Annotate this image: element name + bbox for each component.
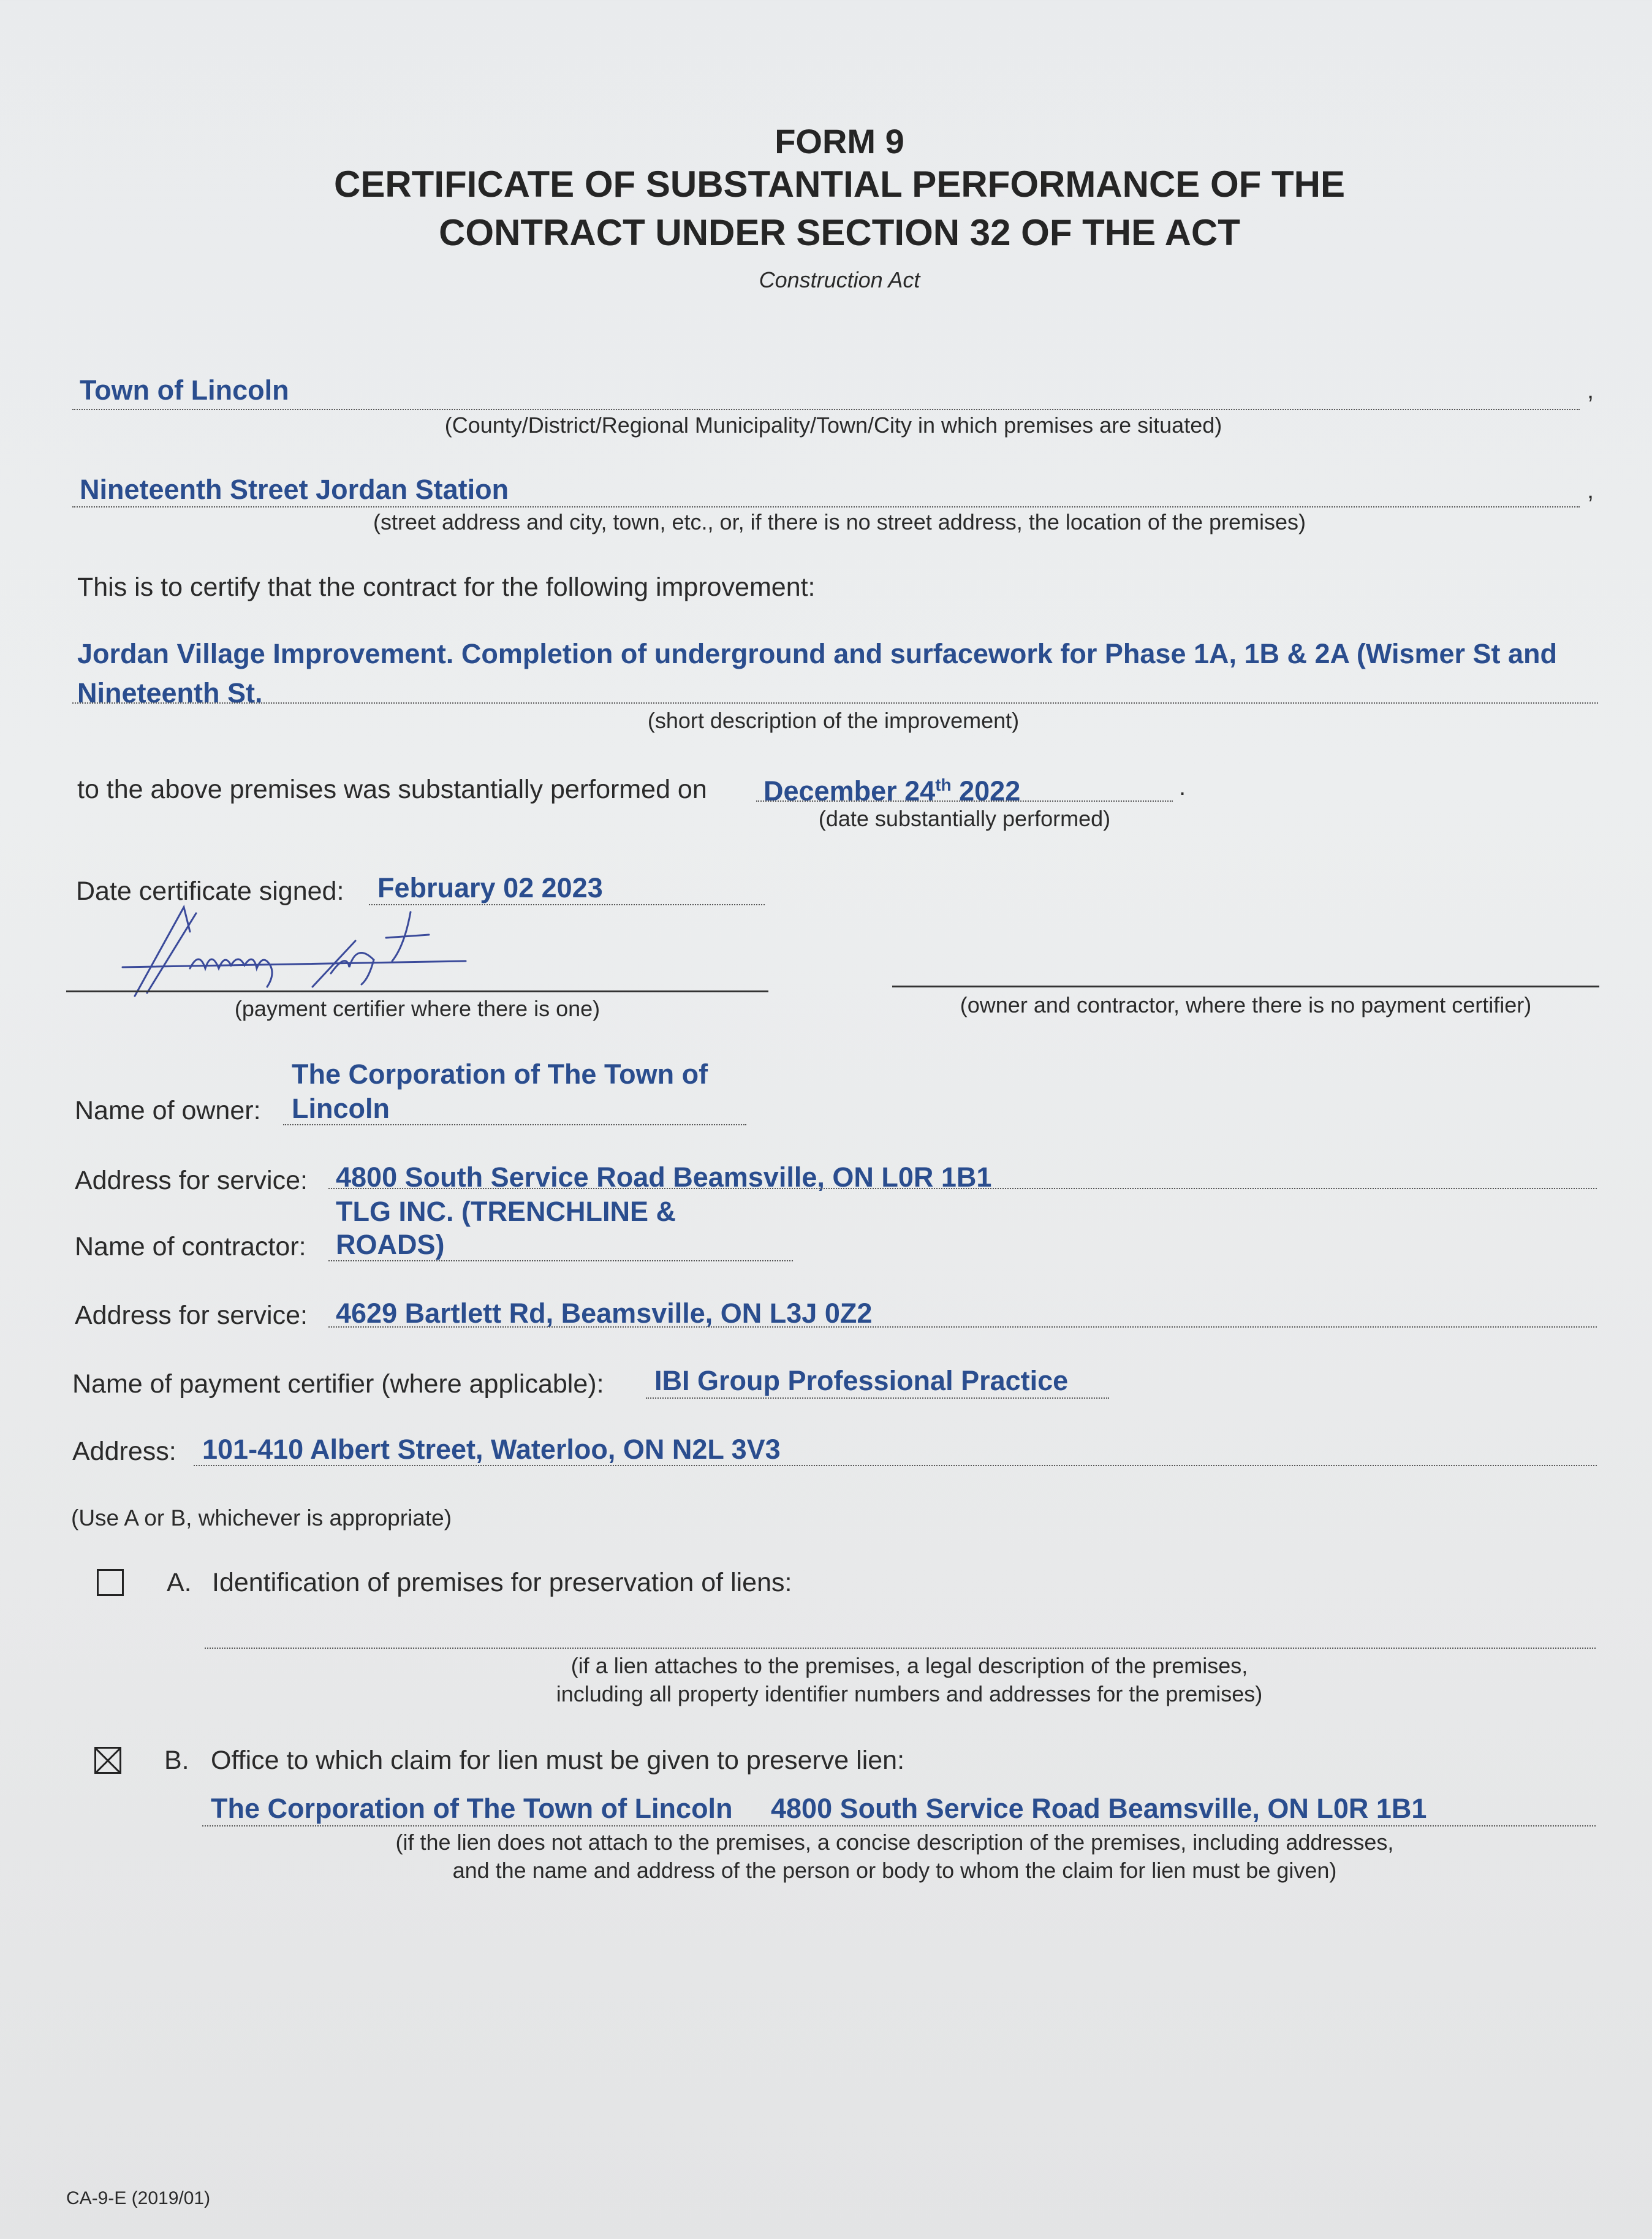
owner-label: Name of owner:	[75, 1096, 261, 1125]
contractor-address-line	[328, 1326, 1597, 1328]
contractor-name-line1: TLG INC. (TRENCHLINE &	[336, 1196, 676, 1227]
owner-address-line	[328, 1188, 1597, 1189]
act-name: Construction Act	[759, 267, 920, 292]
certifier-signature-line	[66, 990, 768, 992]
premises-address-line	[72, 506, 1580, 507]
improvement-caption: (short description of the improvement)	[647, 708, 1020, 733]
period: .	[1179, 774, 1186, 800]
option-b-letter: B.	[164, 1746, 189, 1775]
premises-address-field: Nineteenth Street Jordan Station	[80, 474, 509, 505]
certifier-signature-caption: (payment certifier where there is one)	[234, 996, 601, 1021]
improvement-line1: Jordan Village Improvement. Completion of underground and surfacework for Phase 1A, 1B & 2A (Wismer St and	[77, 638, 1558, 669]
date-signed-field: February 02 2023	[377, 872, 603, 903]
option-b-checkbox[interactable]	[94, 1747, 121, 1774]
owner-address-label: Address for service:	[75, 1166, 308, 1195]
option-b-office-address: 4800 South Service Road Beamsville, ON L0R 1B1	[771, 1793, 1427, 1824]
certifier-name-field: IBI Group Professional Practice	[654, 1365, 1069, 1396]
contractor-name-line2: ROADS)	[336, 1229, 445, 1260]
municipality-caption: (County/District/Regional Municipality/Town/City in which premises are situated)	[444, 412, 1222, 438]
performed-caption: (date substantially performed)	[818, 806, 1111, 831]
signature-image	[98, 895, 478, 1005]
option-a-caption-line1: (if a lien attaches to the premises, a legal description of the premises,	[570, 1653, 1248, 1678]
contractor-address-label: Address for service:	[75, 1301, 308, 1330]
comma: ,	[1587, 377, 1594, 404]
option-a-label: Identification of premises for preservation of liens:	[212, 1568, 792, 1597]
owner-name-line1: The Corporation of The Town of	[292, 1059, 708, 1090]
performed-date-field: December 24th 2022	[763, 775, 1021, 807]
performed-date-line	[756, 800, 1173, 802]
certifier-address-label: Address:	[72, 1437, 176, 1466]
options-instruction: (Use A or B, whichever is appropriate)	[71, 1505, 452, 1530]
option-b-label: Office to which claim for lien must be given to preserve lien:	[211, 1746, 905, 1775]
option-a-caption-line2: including all property identifier numbers and addresses for the premises)	[556, 1681, 1263, 1706]
certifier-name-line	[646, 1397, 1109, 1399]
option-b-office-name: The Corporation of The Town of Lincoln	[211, 1793, 733, 1824]
contractor-label: Name of contractor:	[75, 1232, 306, 1261]
option-a-letter: A.	[167, 1568, 192, 1597]
owner-name-line	[283, 1124, 746, 1125]
owner-address-field: 4800 South Service Road Beamsville, ON L0R 1B1	[336, 1161, 992, 1193]
form-title-line1: CERTIFICATE OF SUBSTANTIAL PERFORMANCE OF THE	[334, 164, 1345, 205]
certifier-address-field: 101-410 Albert Street, Waterloo, ON N2L 3V3	[202, 1434, 781, 1465]
premises-address-caption: (street address and city, town, etc., or, if there is no street address, the location of the premises)	[373, 509, 1306, 534]
form-code: CA-9-E (2019/01)	[66, 2188, 211, 2208]
certifier-label: Name of payment certifier (where applicable):	[72, 1369, 604, 1399]
certifier-address-line	[194, 1465, 1597, 1466]
date-signed-label: Date certificate signed:	[76, 876, 344, 906]
option-b-caption-line2: and the name and address of the person or body to whom the claim for lien must be given)	[452, 1858, 1337, 1883]
owner-signature-caption: (owner and contractor, where there is no payment certifier)	[960, 992, 1532, 1017]
form-number: FORM 9	[775, 122, 904, 161]
option-b-line	[202, 1825, 1596, 1827]
owner-name-line2: Lincoln	[292, 1093, 390, 1124]
contractor-name-line	[328, 1260, 793, 1261]
comma: ,	[1587, 477, 1594, 504]
performed-label: to the above premises was substantially performed on	[77, 775, 707, 804]
option-a-checkbox[interactable]	[97, 1569, 124, 1596]
certify-intro: This is to certify that the contract for the following improvement:	[77, 572, 816, 602]
option-b-caption-line1: (if the lien does not attach to the premises, a concise description of the premises, including addresses,	[395, 1830, 1394, 1855]
improvement-line	[72, 702, 1598, 704]
contractor-address-field: 4629 Bartlett Rd, Beamsville, ON L3J 0Z2	[336, 1298, 873, 1329]
option-a-line	[205, 1648, 1596, 1649]
owner-signature-line	[892, 986, 1599, 987]
improvement-line2: Nineteenth St.	[77, 677, 263, 709]
form-title-line2: CONTRACT UNDER SECTION 32 OF THE ACT	[439, 212, 1240, 253]
municipality-field: Town of Lincoln	[80, 374, 289, 406]
municipality-line	[72, 409, 1580, 410]
